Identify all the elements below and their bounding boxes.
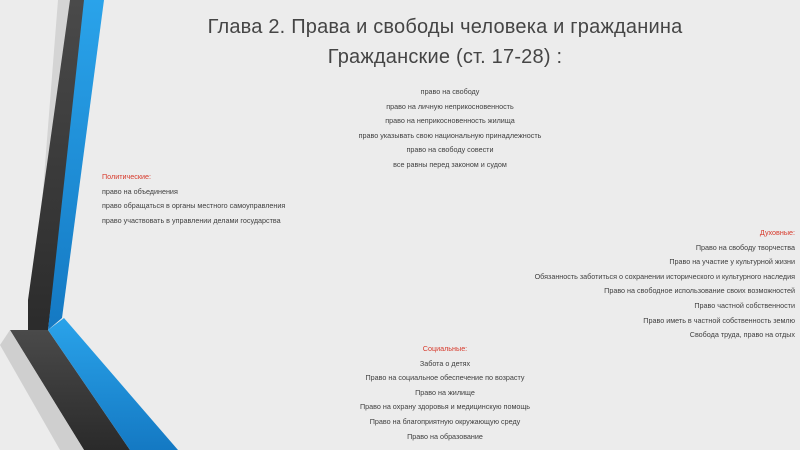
- civil-rights-list: [300, 85, 600, 173]
- political-rights-list: [102, 170, 285, 228]
- list-item: все равны перед законом и судом: [393, 159, 507, 169]
- list-item: Право на участие у культурной жизни: [669, 257, 795, 267]
- list-item: Право на социальное обеспечение по возрасту: [365, 373, 525, 383]
- list-item: право на объединения: [102, 186, 178, 196]
- section-heading-social: Социальные:: [422, 344, 468, 353]
- section-heading-political: Политические:: [102, 172, 152, 181]
- list-item: Право на свободное использование своих возможностей: [604, 286, 795, 296]
- list-item: Свобода труда, право на отдых: [689, 330, 795, 340]
- list-item: Обязанность заботиться о сохранении исторического и культурного наследия: [534, 271, 795, 281]
- list-item: право обращаться в органы местного самоуправления: [102, 201, 286, 211]
- list-item: Право иметь в частной собственность землю: [643, 315, 795, 325]
- list-item: Право частной собственности: [694, 300, 795, 310]
- list-item: право на свободу совести: [406, 145, 494, 155]
- list-item: право на свободу: [420, 87, 480, 96]
- slide-title: Глава 2. Права и свободы человека и гражданина: [207, 16, 683, 38]
- list-item: Забота о детях: [419, 358, 471, 368]
- list-item: Право на образование: [407, 431, 483, 441]
- list-item: право указывать свою национальную принадлежность: [358, 130, 542, 140]
- list-item: Право на жилище: [415, 387, 475, 397]
- list-item: Право на охрану здоровья и медицинскую помощь: [359, 402, 531, 412]
- list-item: Право на благоприятную окружающую среду: [369, 416, 521, 426]
- spiritual-rights-list: [535, 226, 795, 343]
- list-item: право на личную неприкосновенность: [386, 101, 514, 111]
- list-item: право участвовать в управлении делами государства: [102, 215, 281, 225]
- social-rights-list: [300, 342, 590, 444]
- slide-subtitle: Гражданские (ст. 17-28) :: [327, 46, 563, 68]
- list-item: право на неприкосновенность жилища: [385, 116, 515, 126]
- section-heading-spiritual: Духовные:: [759, 228, 795, 237]
- list-item: Право на свободу творчества: [695, 242, 795, 252]
